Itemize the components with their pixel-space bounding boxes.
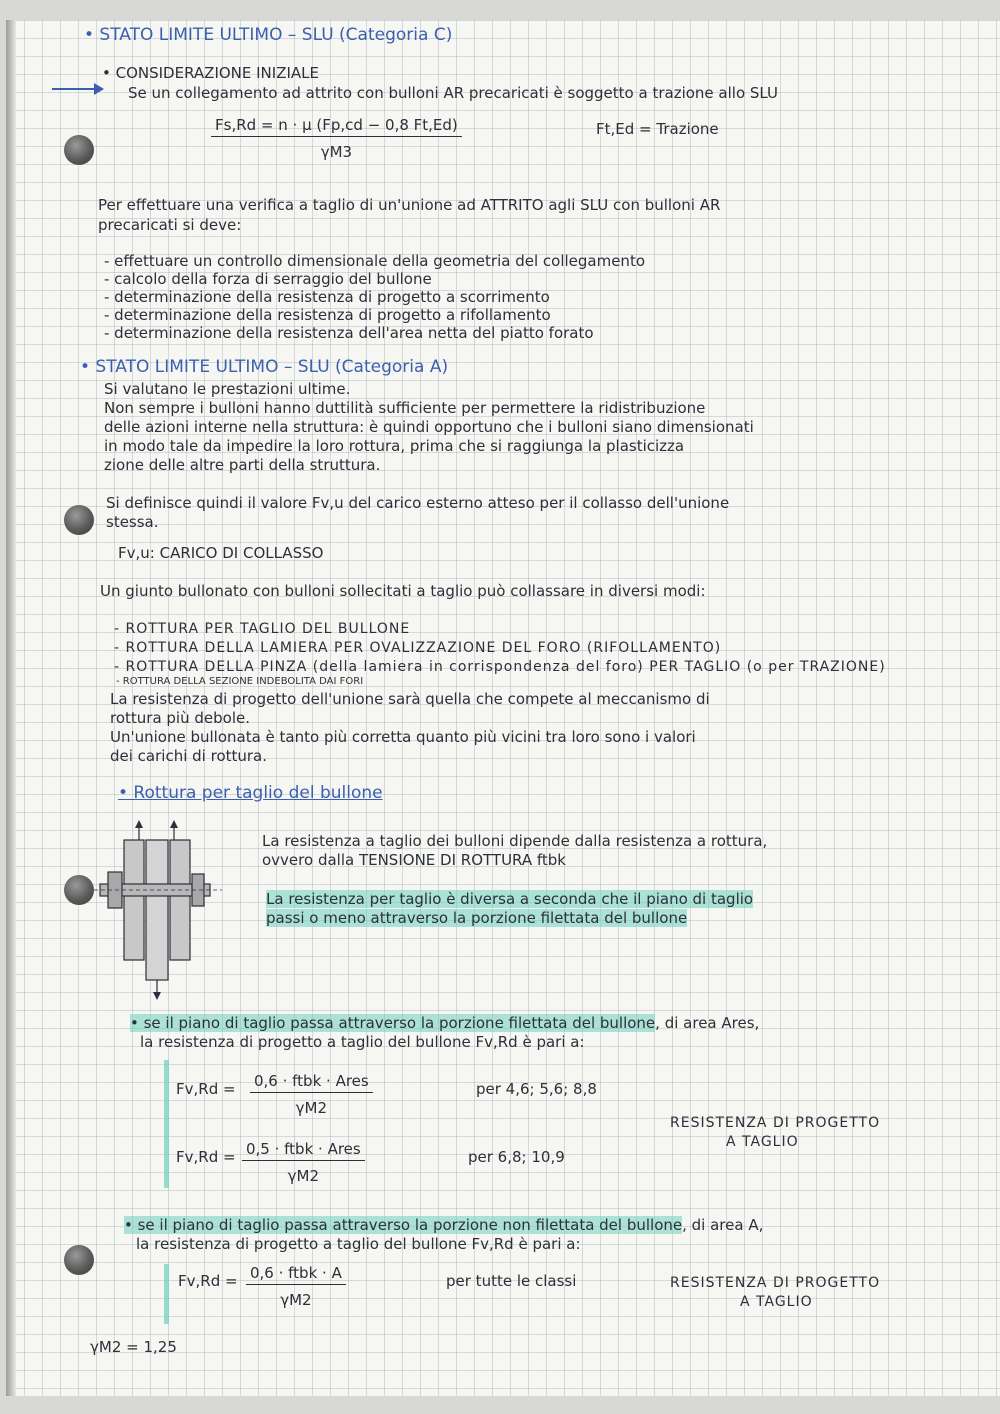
list-item: - effettuare un controllo dimensionale della geometria del collegamento [104, 252, 645, 270]
gamma-value: γM2 = 1,25 [90, 1338, 177, 1356]
definition: Fv,u: CARICO DI COLLASSO [118, 544, 324, 562]
highlighted-text: La resistenza per taglio è diversa a seconda che il piano di taglio [266, 890, 754, 908]
section-title-slu-c: • STATO LIMITE ULTIMO – SLU (Categoria C) [84, 25, 453, 45]
paragraph: precaricati si deve: [98, 216, 242, 234]
formula-classes: per 6,8; 10,9 [468, 1148, 565, 1166]
formula-classes: per 4,6; 5,6; 8,8 [476, 1080, 597, 1098]
paragraph: Non sempre i bulloni hanno duttilità sufficiente per permettere la ridistribuzione [104, 399, 706, 417]
paragraph: Si definisce quindi il valore Fv,u del carico esterno atteso per il collasso dell'unione [106, 494, 730, 512]
section-title-slu-a: • STATO LIMITE ULTIMO – SLU (Categoria A) [80, 357, 449, 377]
highlight-bar [164, 1264, 169, 1324]
paragraph: stessa. [106, 513, 159, 531]
formula-fv-rd-1: 0,6 · ftbk · Ares γM2 [250, 1072, 373, 1117]
paragraph: ovvero dalla TENSIONE DI ROTTURA ftbk [262, 851, 566, 869]
paragraph: Per effettuare una verifica a taglio di un'unione ad ATTRITO agli SLU con bulloni AR [98, 196, 721, 214]
formula-lhs: Fv,Rd = [178, 1272, 238, 1290]
paragraph: Si valutano le prestazioni ultime. [104, 380, 351, 398]
bolted-joint-sketch [94, 820, 224, 1000]
binder-hole [64, 135, 94, 165]
formula-note: Ft,Ed = Trazione [596, 120, 719, 138]
binder-hole [64, 1245, 94, 1275]
formula-fv-rd-3: 0,6 · ftbk · A γM2 [246, 1264, 346, 1309]
note-text: Se un collegamento ad attrito con bulloni AR precaricati è soggetto a trazione allo SLU [128, 84, 778, 102]
highlight-bar [164, 1060, 169, 1188]
label: A TAGLIO [740, 1294, 813, 1310]
list-item: - ROTTURA DELLA SEZIONE INDEBOLITA DAI FORI [116, 676, 364, 687]
list-item: - determinazione della resistenza di progetto a rifollamento [104, 306, 551, 324]
binder-hole [64, 875, 94, 905]
formula-fv-rd-2: 0,5 · ftbk · Ares γM2 [242, 1140, 365, 1185]
paragraph: dei carichi di rottura. [110, 747, 268, 765]
case-line: • se il piano di taglio passa attraverso la porzione non filettata del bullone, di area A, [124, 1216, 764, 1234]
formula-fs-rd: $\frac{Fs,Rd = n \cdot \mu (Fp,cd - 0,8 Ft,Ed)}{\gamma M3}$ [211, 116, 462, 161]
case-line: • se il piano di taglio passa attraverso la porzione filettata del bullone, di area Ares, [130, 1014, 760, 1032]
highlighted-text: passi o meno attraverso la porzione filettata del bullone [266, 909, 688, 927]
note-heading: • CONSIDERAZIONE INIZIALE [102, 64, 320, 82]
paragraph: zione delle altre parti della struttura. [104, 456, 381, 474]
paragraph: delle azioni interne nella struttura: è quindi opportuno che i bulloni siano dimensionati [104, 418, 754, 436]
label: A TAGLIO [726, 1134, 799, 1150]
case-line: la resistenza di progetto a taglio del bullone Fv,Rd è pari a: [140, 1033, 585, 1051]
label: RESISTENZA DI PROGETTO [670, 1275, 881, 1291]
list-item: - ROTTURA PER TAGLIO DEL BULLONE [114, 621, 411, 637]
subsection-title: • Rottura per taglio del bullone [118, 783, 383, 803]
list-item: - ROTTURA DELLA LAMIERA PER OVALIZZAZIONE DEL FORO (RIFOLLAMENTO) [114, 640, 722, 656]
paragraph: Un'unione bullonata è tanto più corretta quanto più vicini tra loro sono i valori [110, 728, 696, 746]
list-item: - determinazione della resistenza dell'area netta del piatto forato [104, 324, 594, 342]
paragraph: La resistenza di progetto dell'unione sarà quella che compete al meccanismo di [110, 690, 710, 708]
paragraph: rottura più debole. [110, 709, 250, 727]
paragraph: Un giunto bullonato con bulloni sollecitati a taglio può collassare in diversi modi: [100, 582, 706, 600]
notebook-page [6, 20, 1000, 1396]
label: RESISTENZA DI PROGETTO [670, 1115, 881, 1131]
paragraph: La resistenza a taglio dei bulloni dipende dalla resistenza a rottura, [262, 832, 768, 850]
formula-lhs: Fv,Rd = [176, 1080, 236, 1098]
formula-lhs: Fv,Rd = [176, 1148, 236, 1166]
paragraph: in modo tale da impedire la loro rottura, prima che si raggiunga la plasticizza [104, 437, 685, 455]
arrow-icon [52, 88, 102, 90]
list-item: - determinazione della resistenza di progetto a scorrimento [104, 288, 550, 306]
list-item: - ROTTURA DELLA PINZA (della lamiera in corrispondenza del foro) PER TAGLIO (o per TRAZIONE) [114, 659, 886, 675]
list-item: - calcolo della forza di serraggio del bullone [104, 270, 432, 288]
formula-classes: per tutte le classi [446, 1272, 577, 1290]
case-line: la resistenza di progetto a taglio del bullone Fv,Rd è pari a: [136, 1235, 581, 1253]
binder-hole [64, 505, 94, 535]
